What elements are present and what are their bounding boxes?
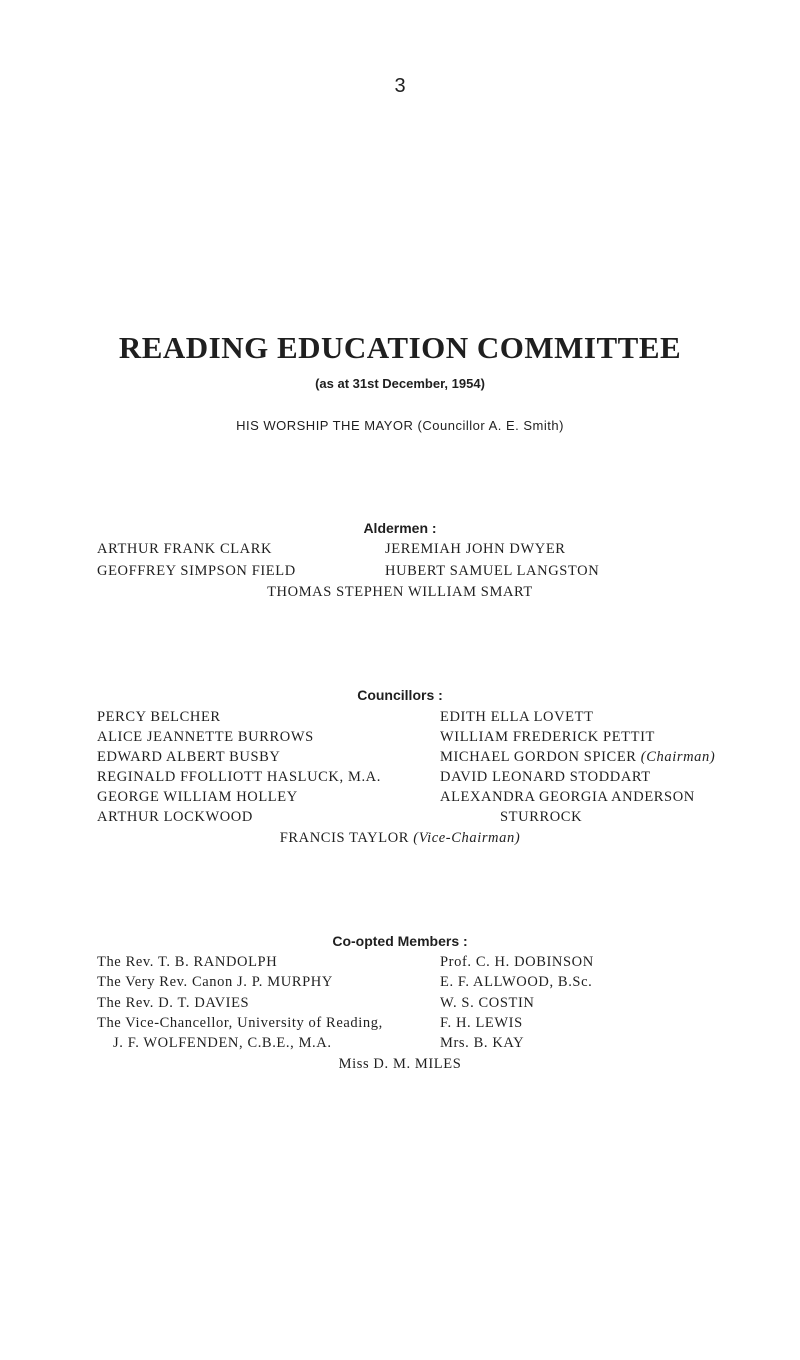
councillor-name: ALEXANDRA GEORGIA ANDERSON [440, 789, 695, 805]
coopted-member: The Vice-Chancellor, University of Reading, [97, 1015, 383, 1031]
coopted-member: Miss D. M. MILES [338, 1056, 462, 1072]
coopted-member: F. H. LEWIS [440, 1015, 523, 1031]
mayor-line: HIS WORSHIP THE MAYOR (Councillor A. E. Smith) [236, 418, 564, 433]
alderman-name: ARTHUR FRANK CLARK [97, 541, 273, 557]
coopted-member: E. F. ALLWOOD, B.Sc. [440, 974, 593, 990]
aldermen-heading: Aldermen : [363, 520, 437, 536]
alderman-name: HUBERT SAMUEL LANGSTON [385, 563, 600, 579]
coopted-member: The Very Rev. Canon J. P. MURPHY [97, 974, 333, 990]
alderman-name: THOMAS STEPHEN WILLIAM SMART [267, 584, 533, 600]
councillors-heading: Councillors : [357, 687, 443, 703]
councillor-name: REGINALD FFOLLIOTT HASLUCK, M.A. [97, 769, 381, 785]
councillor-name: DAVID LEONARD STODDART [440, 769, 651, 785]
councillor-name: GEORGE WILLIAM HOLLEY [97, 789, 298, 805]
councillor-name: EDITH ELLA LOVETT [440, 709, 594, 725]
page-number: 3 [394, 75, 406, 97]
councillor-name: ALICE JEANNETTE BURROWS [97, 729, 314, 745]
coopted-member: Mrs. B. KAY [440, 1035, 525, 1051]
coopted-heading: Co-opted Members : [332, 933, 468, 949]
councillor-name: STURROCK [500, 809, 583, 825]
councillor-name: WILLIAM FREDERICK PETTIT [440, 729, 655, 745]
councillor-name: PERCY BELCHER [97, 709, 221, 725]
councillor-name-chairman [440, 749, 715, 766]
page-subtitle: (as at 31st December, 1954) [315, 376, 485, 391]
coopted-member: The Rev. D. T. DAVIES [97, 995, 250, 1011]
councillor-name: EDWARD ALBERT BUSBY [97, 749, 281, 765]
coopted-member: Prof. C. H. DOBINSON [440, 954, 594, 970]
alderman-name: GEOFFREY SIMPSON FIELD [97, 563, 296, 579]
coopted-member: J. F. WOLFENDEN, C.B.E., M.A. [113, 1035, 332, 1051]
page-title: READING EDUCATION COMMITTEE [118, 330, 682, 365]
councillor-name: ARTHUR LOCKWOOD [97, 809, 253, 825]
chairman-note: (Chairman) [640, 749, 716, 765]
councillor-name: MICHAEL GORDON SPICER [440, 749, 637, 765]
councillor-name: FRANCIS TAYLOR [279, 830, 410, 846]
coopted-member: The Rev. T. B. RANDOLPH [97, 954, 278, 970]
councillor-name-vice-chairman [0, 830, 800, 847]
vice-chairman-note: (Vice-Chairman) [413, 830, 521, 846]
alderman-name: JEREMIAH JOHN DWYER [385, 541, 566, 557]
coopted-member: W. S. COSTIN [440, 995, 535, 1011]
